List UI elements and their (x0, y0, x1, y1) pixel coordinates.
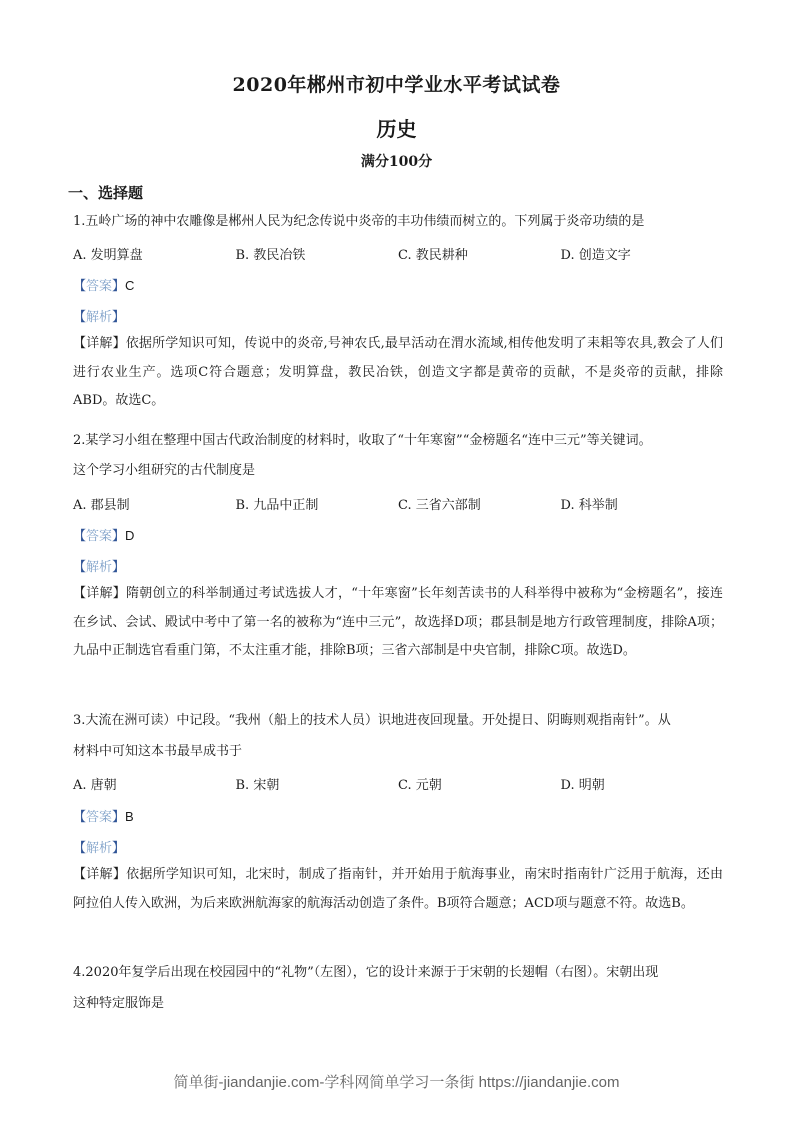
question-3-stem-line-1: 3.大流在洲可读）中记段。“我州（船上的技术人员）识地进夜回现量。开处提日、阴晦则观指南针”。从 (73, 713, 671, 728)
question-4-stem-line-1: 4.2020年复学后出现在校园园中的“礼物”（左图），它的设计来源于于宋朝的长翅帽（右图）。宋朝出现 (73, 965, 659, 980)
section-heading: 一、选择题 (68, 184, 144, 202)
detail-paragraph-1: 【详解】依据所学知识可知，传说中的炎帝,号神农氏,最早活动在渭水流域,相传他发明了耒耜等农具,教会了人们进行农业生产。选项C符合题意；发明算盘，教民冶铁，创造文字都是黄帝的贡献，不是炎帝的贡献，排除ABD。故选C。 (73, 336, 723, 408)
detail-paragraph-3: 【详解】依据所学知识可知，北宋时，制成了指南针，并开始用于航海事业，南宋时指南针广泛用于航海，还由阿拉伯人传入欧洲，为后来欧洲航海家的航海活动创造了条件。B项符合题意；ACD项与题意不符。故选B。 (73, 867, 723, 911)
option-b: B. 教民冶铁 (235, 248, 306, 263)
option-b: B. 九品中正制 (235, 498, 319, 513)
question-3-stem-line-2: 材料中可知这本书最早成书于 (73, 744, 243, 759)
option-d: D. 科举制 (560, 498, 618, 513)
option-a: A. 郡县制 (73, 498, 130, 513)
question-4-stem-line-2: 这种特定服饰是 (73, 996, 165, 1011)
exam-title: 2020年郴州市初中学业水平考试试卷 (232, 74, 561, 96)
answer-value: C (125, 278, 135, 293)
answer-label-3: 【答案】B (73, 809, 134, 825)
detail-paragraph-2: 【详解】隋朝创立的科举制通过考试选拔人才，“十年寒窗”长年刻苦读书的人科举得中被称为“金榜题名”，接连在乡试、会试、殿试中考中了第一名的被称为“连中三元”，故选择D项；郡县制是地方行政管理制度，排除A项；九品中正制选官看重门第，不太注重才能，排除B项；三省六部制是中央官制，排除C项。故选D。 (73, 586, 723, 658)
question-1-options (73, 244, 723, 263)
analysis-label-3: 【解析】 (73, 841, 126, 856)
question-2-stem-line-1: 2.某学习小组在整理中国古代政治制度的材料时，收取了“十年寒窗”“金榜题名“连中三元”等关键词。 (73, 433, 652, 448)
option-c: C. 元朝 (398, 778, 442, 793)
subject-title: 历史 (376, 117, 417, 141)
question-2-options (73, 494, 723, 513)
option-a: A. 唐朝 (73, 778, 117, 793)
question-3-options (73, 774, 723, 793)
question-2-stem-line-2: 这个学习小组研究的古代制度是 (73, 463, 256, 478)
answer-label-1: 【答案】C (73, 278, 135, 294)
option-b: B. 宋朝 (235, 778, 280, 793)
question-1-stem: 1.五岭广场的神中农雕像是郴州人民为纪念传说中炎帝的丰功伟绩而树立的。下列属于炎帝功绩的是 (73, 214, 645, 229)
answer-value: D (125, 528, 135, 543)
footer-watermark: 简单街-jiandanjie.com-学科网简单学习一条街 https://jiandanjie.com (173, 1074, 620, 1091)
option-c: C. 三省六部制 (398, 498, 481, 513)
answer-label-2: 【答案】D (73, 528, 135, 544)
full-score: 满分100分 (360, 154, 433, 170)
option-d: D. 创造文字 (560, 248, 631, 263)
answer-value: B (125, 809, 134, 824)
analysis-label-2: 【解析】 (73, 560, 126, 575)
option-c: C. 教民耕种 (398, 248, 468, 263)
option-a: A. 发明算盘 (73, 248, 143, 263)
option-d: D. 明朝 (560, 778, 605, 793)
analysis-label-1: 【解析】 (73, 310, 126, 325)
